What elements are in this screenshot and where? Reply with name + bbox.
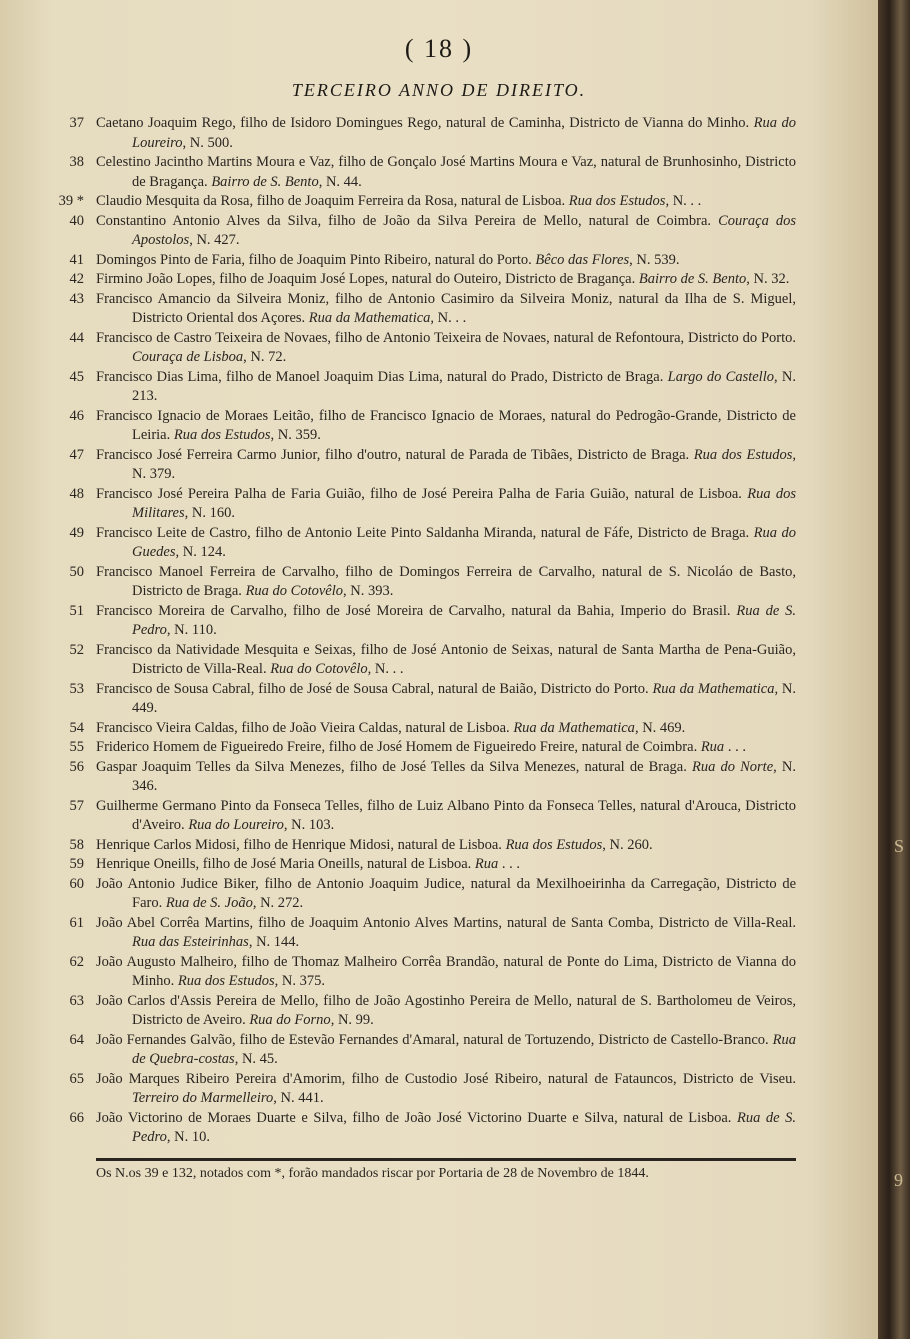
entry-text [96, 270, 796, 290]
entry-text [96, 758, 796, 797]
entry-street: Rua de S. Pedro [132, 602, 797, 638]
entry-street: Rua dos Estudos [568, 193, 666, 209]
entry-street: Rua do Loureiro [132, 115, 797, 151]
entry-house-number: , N. 103. [283, 817, 335, 833]
entry-description: Francisco Moreira de Carvalho, filho de José Moreira de Carvalho, natural da Bahia, Imperio do Brasil. [96, 602, 731, 619]
entry-house-number: , N. 32. [746, 271, 790, 287]
list-item [69, 1109, 797, 1148]
entry-description: Francisco Vieira Caldas, filho de João Vieira Caldas, natural de Lisboa. [96, 719, 510, 736]
entry-description: Henrique Carlos Midosi, filho de Henrique Midosi, natural de Lisboa. [96, 836, 502, 853]
entry-text [96, 680, 796, 719]
entry-description: Celestino Jacintho Martins Moura e Vaz, filho de Gonçalo José Martins Moura e Vaz, natural de Brunhosinho, Districto de Bragança. [96, 154, 796, 190]
list-item [69, 758, 796, 797]
entry-street: Couraça de Lisboa [132, 349, 244, 365]
entry-number: 49 [69, 524, 84, 541]
entry-number: 52 [69, 641, 84, 658]
entry-number: 64 [69, 1031, 84, 1048]
list-item [69, 738, 796, 758]
entry-description: Francisco de Castro Teixeira de Novaes, filho de Antonio Teixeira de Novaes, natural de Refontoura, Districto do Porto. [96, 329, 796, 346]
entry-house-number: , N. 272. [252, 895, 304, 911]
entry-street: Largo do Castello [667, 368, 774, 385]
entry-description: João Abel Corrêa Martins, filho de Joaquim Antonio Alves Martins, natural de Santa Comba, Districto de Villa-Real. [96, 914, 796, 931]
entry-house-number: , N. 213. [132, 368, 796, 404]
entry-text [96, 1109, 796, 1148]
entry-number: 40 [69, 212, 84, 229]
entry-street: Rua dos Estudos [505, 836, 603, 853]
entry-house-number: , N. 449. [132, 680, 796, 716]
entry-description: João Fernandes Galvão, filho de Estevão Fernandes d'Amaral, natural de Tortuzendo, Districto de Castello-Branco. [96, 1031, 769, 1048]
entry-text [96, 875, 796, 914]
entry-text [96, 836, 796, 856]
list-item [69, 1070, 796, 1109]
spine-mark: S [894, 836, 905, 856]
footnote-rule [96, 1158, 796, 1161]
entry-number: 44 [69, 329, 84, 346]
list-item [69, 680, 796, 719]
entry-number: 38 [69, 154, 84, 170]
entry-house-number: , N. 500. [182, 134, 233, 151]
entry-house-number: , N. 375. [274, 973, 325, 989]
entry-text [96, 329, 796, 368]
list-item [69, 992, 796, 1031]
entry-street: Rua de S. João [165, 895, 253, 911]
entry-number: 54 [69, 719, 84, 736]
entry-street: Terreiro do Marmelleiro [132, 1090, 274, 1106]
entry-description: Francisco Manoel Ferreira de Carvalho, filho de Domingos Ferreira de Carvalho, natural de S. Nicoláo de Basto, Districto de Braga. [96, 563, 796, 599]
entry-house-number: , N. 469. [634, 719, 686, 736]
list-item [69, 212, 796, 251]
entry-house-number: , N. 45. [234, 1051, 278, 1067]
entry-description: Francisco Ignacio de Moraes Leitão, filho de Francisco Ignacio de Moraes, natural do Pedrogão-Grande, Districto de Leiria. [96, 407, 796, 443]
entry-street: Rua do Forno [249, 1012, 331, 1028]
list-item [69, 563, 796, 602]
entry-number: 37 [69, 115, 84, 131]
list-item [69, 875, 796, 914]
entry-description: Francisco de Sousa Cabral, filho de José de Sousa Cabral, natural de Baião, Districto do Porto. [96, 680, 649, 697]
entry-street: Rua dos Estudos [177, 973, 275, 989]
list-item [69, 524, 797, 563]
entry-number: 57 [69, 797, 84, 814]
entry-number: 53 [69, 680, 84, 697]
entry-text [96, 407, 796, 446]
entry-street: Rua dos Militares [132, 485, 797, 521]
list-item [69, 446, 797, 485]
entry-number: 46 [69, 407, 84, 424]
entry-description: Francisco Leite de Castro, filho de Antonio Leite Pinto Saldanha Miranda, natural de Fáfe, Districto de Braga. [96, 524, 750, 541]
entry-street: Rua [700, 739, 725, 755]
entry-number: 43 [69, 290, 84, 307]
list-item [69, 114, 797, 153]
entry-number: 62 [69, 953, 84, 970]
footnote: Os N.os 39 e 132, notados com *, forão mandados riscar por Portaria de 28 de Novembro de 1844. [96, 1166, 649, 1181]
entry-number: 58 [69, 836, 84, 853]
list-item [69, 836, 796, 856]
entry-text [96, 290, 796, 329]
list-item [69, 914, 796, 953]
list-item [69, 797, 796, 836]
entry-text [96, 855, 796, 875]
entry-text [96, 797, 796, 836]
entry-text [96, 1070, 796, 1109]
entry-street: Rua do Cotovêlo [245, 583, 344, 599]
entry-street: Rua da Mathematica [308, 310, 431, 326]
entry-text [96, 524, 796, 563]
entry-street: Rua da Mathematica [513, 719, 635, 736]
entry-number: 66 [69, 1109, 84, 1126]
entry-number: 42 [69, 271, 84, 287]
entry-street: Bairro de S. Bento [211, 173, 319, 190]
entry-description: João Carlos d'Assis Pereira de Mello, filho de João Agostinho Pereira de Mello, natural de S. Bartholomeu de Veiros, Districto de Aveiro. [96, 992, 796, 1028]
entry-text [96, 738, 796, 758]
list-item [69, 602, 797, 641]
entry-description: João Augusto Malheiro, filho de Thomaz Malheiro Corrêa Brandão, natural de Ponte do Lima, Districto de Vianna do Minho. [96, 953, 796, 989]
entry-text [96, 368, 796, 407]
entry-text [96, 602, 796, 641]
list-item [69, 290, 796, 329]
entry-number: 56 [69, 758, 84, 775]
entry-description: Francisco José Ferreira Carmo Junior, filho d'outro, natural de Parada de Tibães, Districto de Braga. [96, 446, 690, 463]
entry-house-number: , N. 441. [273, 1090, 324, 1106]
entry-street: Bairro de S. Bento [638, 271, 747, 287]
list-item [69, 485, 797, 524]
entry-house-number: , N. 44. [318, 173, 362, 190]
entry-number: 51 [69, 602, 84, 619]
entry-text [96, 914, 796, 953]
list-item [69, 368, 796, 407]
entry-description: Henrique Oneills, filho de José Maria Oneills, natural de Lisboa. [96, 856, 472, 872]
entry-street: Couraça dos Apostolos [132, 212, 796, 248]
entry-house-number: , N. 379. [132, 446, 797, 482]
entry-description: Claudio Mesquita da Rosa, filho de Joaquim Ferreira da Rosa, natural de Lisboa. [96, 193, 566, 209]
entry-house-number: , N. 359. [270, 427, 321, 443]
list-item [69, 953, 796, 992]
entry-number: 45 [69, 368, 84, 385]
entry-description: Francisco Amancio da Silveira Moniz, filho de Antonio Casimiro da Silveira Moniz, natural da Ilha de S. Miguel, Districto Oriental dos Açores. [96, 290, 796, 326]
entry-house-number: , N. 539. [629, 251, 680, 268]
list-item [69, 329, 796, 368]
entry-house-number: , N. 144. [248, 934, 300, 950]
page-title: TERCEIRO ANNO DE DIREITO. [291, 80, 587, 100]
entry-house-number: , N. 72. [243, 349, 287, 365]
entry-description: João Marques Ribeiro Pereira d'Amorim, filho de Custodio José Ribeiro, natural de Fatauncos, Districto de Viseu. [96, 1070, 796, 1087]
entry-number: 65 [69, 1070, 84, 1087]
entry-text [96, 212, 796, 251]
entry-number: 47 [69, 446, 84, 463]
entry-description: Gaspar Joaquim Telles da Silva Menezes, filho de José Telles da Silva Menezes, natural de Braga. [96, 758, 687, 775]
entry-house-number: , N. . . [665, 193, 702, 209]
list-item [69, 1031, 797, 1070]
entry-street: Rua do Cotovêlo [270, 661, 368, 677]
entry-text [96, 251, 796, 271]
entry-street: Bêco das Flores [535, 251, 630, 268]
list-item [69, 153, 796, 192]
entry-number: 61 [69, 914, 84, 931]
entry-text [96, 953, 796, 992]
entry-text [96, 641, 796, 680]
entry-house-number: , N. . . [430, 310, 467, 326]
entry-house-number: . . . [498, 856, 521, 872]
entry-house-number: , N. 160. [184, 505, 235, 521]
entry-number: 50 [69, 563, 84, 580]
entry-description: Francisco José Pereira Palha de Faria Guião, filho de José Pereira Palha de Faria Guião, natural de Lisboa. [96, 485, 742, 502]
entry-house-number: , N. 393. [343, 583, 394, 599]
entry-house-number: , N. 124. [175, 544, 226, 560]
entry-house-number: , N. 427. [189, 232, 240, 248]
entry-description: Francisco Dias Lima, filho de Manoel Joaquim Dias Lima, natural do Prado, Districto de Braga. [96, 368, 664, 385]
list-item [69, 270, 796, 290]
list-item [58, 192, 796, 212]
entry-house-number: , N. 10. [166, 1129, 211, 1145]
entry-text [96, 992, 796, 1031]
entry-description: João Victorino de Moraes Duarte e Silva, filho de João José Victorino Duarte e Silva, natural de Lisboa. [96, 1109, 732, 1126]
entry-street: Rua [474, 856, 499, 872]
book-spine [878, 0, 910, 1339]
page-number: ( 18 ) [404, 34, 474, 63]
list-item [69, 855, 796, 875]
entry-text [96, 192, 796, 212]
entry-street: Rua de S. Pedro [132, 1109, 797, 1145]
entry-house-number: , N. 110. [166, 622, 217, 638]
list-item [69, 251, 796, 271]
entry-street: Rua do Loureiro [188, 817, 284, 833]
entry-number: 59 [69, 856, 84, 872]
entry-description: Friderico Homem de Figueiredo Freire, filho de José Homem de Figueiredo Freire, natural de Coimbra. [96, 739, 698, 755]
entry-text [96, 153, 796, 192]
entry-description: Guilherme Germano Pinto da Fonseca Telles, filho de Luiz Albano Pinto da Fonseca Telles, natural d'Arouca, Districto d'Aveiro. [96, 797, 796, 833]
entry-list [58, 114, 797, 1148]
entry-number: 55 [69, 739, 84, 755]
entry-number: 39 * [58, 193, 84, 209]
entry-street: Rua dos Estudos [693, 446, 793, 463]
entry-street: Rua dos Estudos [173, 427, 271, 443]
entry-house-number: , N. . . [367, 661, 404, 677]
list-item [69, 407, 796, 446]
list-item [69, 719, 796, 739]
entry-text [96, 1031, 796, 1070]
entry-description: Constantino Antonio Alves da Silva, filho de João da Silva Pereira de Mello, natural de Coimbra. [96, 212, 712, 229]
entry-description: Firmino João Lopes, filho de Joaquim José Lopes, natural do Outeiro, Districto de Bragança. [96, 271, 636, 287]
entry-description: Caetano Joaquim Rego, filho de Isidoro Domingues Rego, natural de Caminha, Districto de Vianna do Minho. [96, 115, 750, 131]
entry-number: 48 [69, 485, 84, 502]
entry-number: 63 [69, 992, 84, 1009]
entry-house-number: , N. 99. [330, 1012, 374, 1028]
entry-description: João Antonio Judice Biker, filho de Antonio Joaquim Judice, natural da Mexilhoeirinha da Carregação, Districto de Faro. [96, 875, 796, 911]
entry-number: 60 [69, 875, 84, 892]
entry-street: Rua das Esteirinhas [132, 934, 249, 950]
entry-street: Rua da Mathematica [652, 680, 775, 697]
entry-description: Francisco da Natividade Mesquita e Seixas, filho de José Antonio de Seixas, natural de Santa Martha de Pena-Guião, Districto de Villa-Real. [96, 641, 796, 677]
entry-number: 41 [69, 251, 84, 268]
entry-text [96, 563, 796, 602]
spine-mark: 9 [894, 1170, 903, 1190]
entry-street: Rua de Quebra-costas [132, 1031, 797, 1067]
entry-text [96, 114, 796, 153]
entry-house-number: . . . [724, 739, 746, 755]
entry-text [96, 485, 796, 524]
entry-text [96, 719, 796, 739]
entry-house-number: , N. 260. [602, 836, 653, 853]
entry-text [96, 446, 796, 485]
entry-description: Domingos Pinto de Faria, filho de Joaquim Pinto Ribeiro, natural do Porto. [96, 251, 532, 268]
entry-street: Rua do Guedes [132, 524, 797, 560]
list-item [69, 641, 796, 680]
entry-house-number: , N. 346. [132, 758, 796, 794]
entry-street: Rua do Norte [692, 758, 774, 775]
